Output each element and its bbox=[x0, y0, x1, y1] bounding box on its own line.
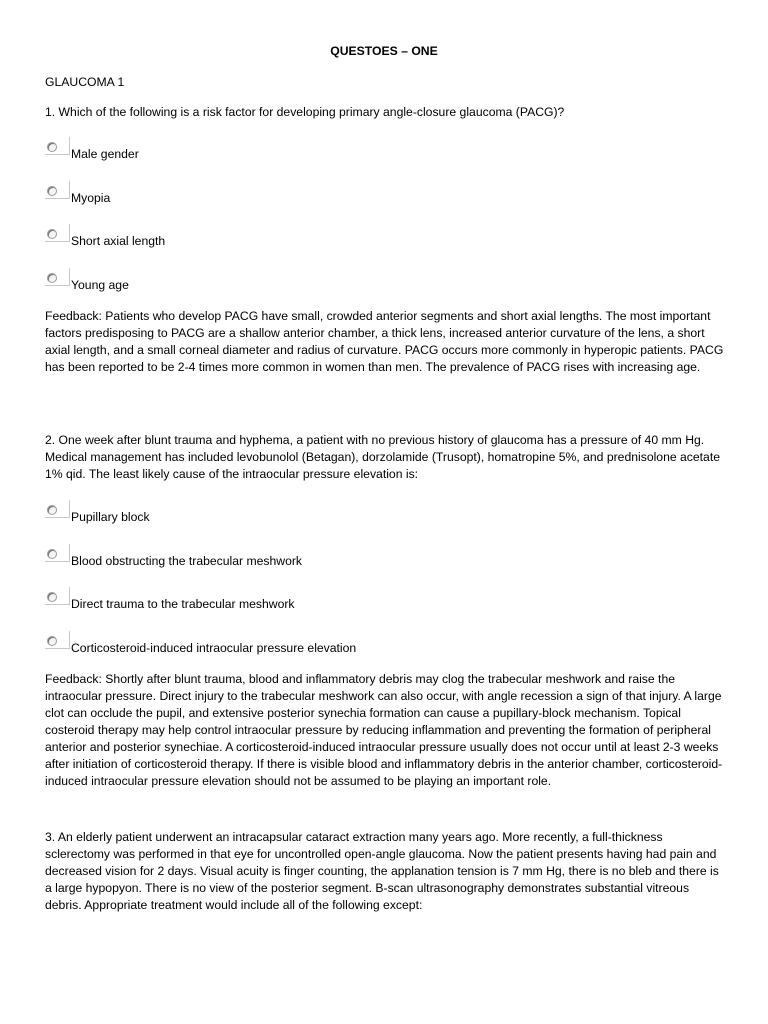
question-1-feedback: Feedback: Patients who develop PACG have small, crowded anterior segments and short axial lengths. The most important factors predisposing to PACG are a shallow anterior chamber, a thick lens, increased anterior curvature of the lens, a short axial length, and a small corneal diameter and radius of curvature. PACG occurs more commonly in hyperopic patients. PACG has been reported to be 2-4 times more common in women than men. The prevalence of PACG rises with increasing age. bbox=[45, 309, 724, 374]
radio-button-icon[interactable] bbox=[45, 547, 70, 562]
radio-button-icon[interactable] bbox=[45, 184, 70, 199]
radio-button-icon[interactable] bbox=[45, 271, 70, 286]
radio-button-icon[interactable] bbox=[45, 590, 70, 605]
option-label: Male gender bbox=[71, 147, 139, 161]
question-3-text: 3. An elderly patient underwent an intracapsular cataract extraction many years ago. More recently, a full-thickness sclerectomy was performed in that eye for uncontrolled open-angle glaucoma. Now the patient presents having had pain and decreased vision for 2 days. Visual acuity is finger counting, the applanation tension is 7 mm Hg, there is no bleb and there is a large hypopyon. There is no view of the posterior segment. B-scan ultrasonography demonstrates substantial vitreous debris. Appropriate treatment would include all of the following except: bbox=[45, 830, 719, 912]
radio-button-icon[interactable] bbox=[45, 227, 70, 242]
option-label: Short axial length bbox=[71, 234, 166, 248]
option-label: Direct trauma to the trabecular meshwork bbox=[71, 597, 295, 611]
question-1-text: 1. Which of the following is a risk factor for developing primary angle-closure glaucoma (PACG)? bbox=[45, 105, 565, 119]
option-label: Myopia bbox=[71, 191, 111, 205]
option-label: Corticosteroid-induced intraocular pressure elevation bbox=[71, 641, 357, 655]
question-2-text: 2. One week after blunt trauma and hyphema, a patient with no previous history of glaucoma has a pressure of 40 mm Hg. Medical management has included levobunolol (Betagan), dorzolamide (Trusopt), homatropine 5%, and prednisolone acetate 1% qid. The least likely cause of the intraocular pressure elevation is: bbox=[45, 433, 721, 481]
option-label: Blood obstructing the trabecular meshwork bbox=[71, 554, 303, 568]
question-2-feedback: Feedback: Shortly after blunt trauma, blood and inflammatory debris may clog the trabecular meshwork and raise the intraocular pressure. Direct injury to the trabecular meshwork can also occur, with angle recession a sign of that injury. A large clot can occlude the pupil, and extensive posterior synechia formation can cause a pupillary-block mechanism. Topical costeroid therapy may help control intraocular pressure by reducing inflammation and preventing the formation of peripheral anterior and posterior synechiae. A corticosteroid-induced intraocular pressure usually does not occur until at least 2-3 weeks after initiation of corticosteroid therapy. If there is visible blood and inflammatory debris in the anterior chamber, corticosteroid-induced intraocular pressure elevation should not be assumed to be playing an important role. bbox=[45, 672, 723, 788]
option-label: Pupillary block bbox=[71, 510, 150, 524]
radio-button-icon[interactable] bbox=[45, 140, 70, 155]
section-heading: GLAUCOMA 1 bbox=[45, 75, 125, 89]
radio-button-icon[interactable] bbox=[45, 503, 70, 518]
radio-button-icon[interactable] bbox=[45, 634, 70, 649]
option-label: Young age bbox=[71, 278, 129, 292]
document-title: QUESTOES – ONE bbox=[330, 44, 438, 58]
